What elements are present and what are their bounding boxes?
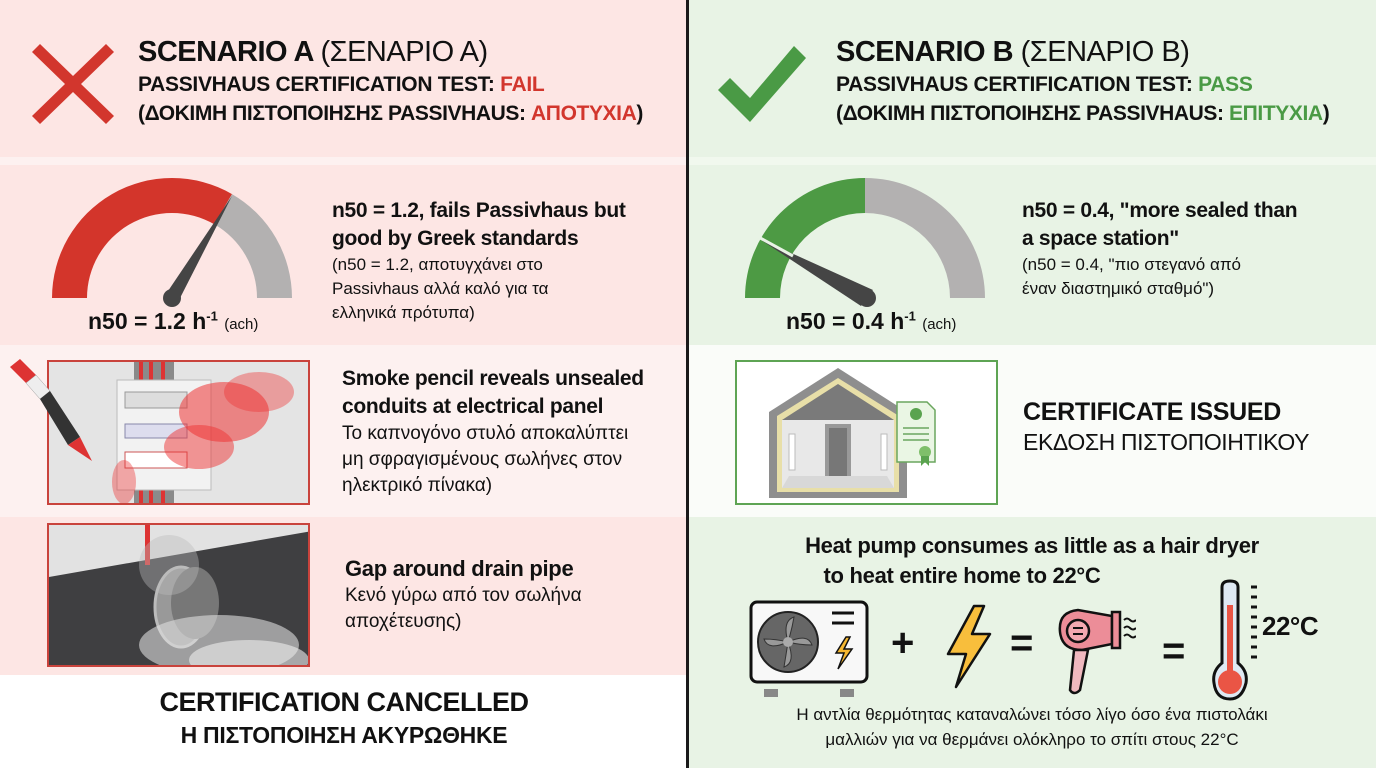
- thermometer-scale-ticks: [1250, 583, 1260, 663]
- equals-sign: =: [1010, 621, 1034, 665]
- smoke-pencil-description: Smoke pencil reveals unsealed conduits at electrical panel Το καπνογόνο στυλό αποκαλύπτει μη σφραγισμένους σωλήνες στον ηλεκτρικό πίνακα): [342, 367, 644, 496]
- heat-pump-equation: [748, 599, 1348, 719]
- scenario-b-title: SCENARIO B (ΣΕΝΑΡΙΟ Β): [836, 36, 1190, 68]
- gauge-description: n50 = 0.4, "more sealed than a space station" (n50 = 0.4, "πιο στεγανό από έναν διαστημικό σταθμό"): [1022, 199, 1298, 298]
- drain-pipe-description: Gap around drain pipe Κενό γύρω από τον σωλήνα αποχέτευσης): [345, 556, 582, 632]
- smoke-pencil-section: [0, 345, 688, 517]
- certified-house-image: [735, 360, 998, 505]
- thermometer-icon: [1210, 579, 1250, 704]
- scenario-a-test-result-greek: (ΔΟΚΙΜΗ ΠΙΣΤΟΠΟΙΗΣΗΣ PASSIVHAUS: ΑΠΟΤΥΧΙΑ): [138, 102, 643, 125]
- drain-pipe-image: [47, 523, 310, 667]
- certificate-section: [688, 345, 1376, 517]
- scenario-b-gauge-section: [688, 165, 1376, 345]
- gauge-value-label: n50 = 0.4 $h^{-1}$ (ach): [786, 308, 957, 334]
- scenario-b-test-result-greek: (ΔΟΚΙΜΗ ΠΙΣΤΟΠΟΙΗΣΗΣ PASSIVHAUS: ΕΠΙΤΥΧΙΑ): [836, 102, 1330, 125]
- heat-pump-title: Heat pump consumes as little as a hair dryer to heat entire home to 22°C: [805, 533, 1259, 588]
- gauge-value-label: n50 = 1.2 $h^{-1}$ (ach): [88, 308, 259, 334]
- scenario-b-test-result: PASSIVHAUS CERTIFICATION TEST: PASS: [836, 73, 1253, 96]
- scenario-a-gauge-section: [0, 165, 688, 345]
- check-mark-icon: [718, 38, 808, 128]
- hair-dryer-icon: [1056, 604, 1136, 699]
- gauge-icon: [733, 170, 1003, 310]
- plus-sign: +: [891, 621, 915, 665]
- scenario-b-header: [688, 0, 1376, 157]
- gauge-icon: [40, 170, 310, 310]
- gauge-description: n50 = 1.2, fails Passivhaus but good by Greek standards (n50 = 1.2, αποτυγχάνει στο Passivhaus αλλά καλό για τα ελληνικά πρότυπα): [332, 199, 626, 322]
- heat-pump-greek-description: Η αντλία θερμότητας καταναλώνει τόσο λίγο όσο ένα πιστολάκι μαλλιών για να θερμάνει ολόκληρο το σπίτι στους 22°C: [796, 705, 1268, 749]
- fail-label: FAIL: [500, 73, 545, 96]
- certification-cancelled-banner: CERTIFICATION CANCELLED Η ΠΙΣΤΟΠΟΙΗΣΗ ΑΚΥΡΩΘΗΚΕ: [159, 687, 529, 748]
- scenario-a-title: SCENARIO A (ΣΕΝΑΡΙΟ Α): [138, 36, 488, 68]
- drain-pipe-section: [0, 517, 688, 675]
- pass-label: PASS: [1198, 73, 1253, 96]
- certificate-issued-label: CERTIFICATE ISSUED ΕΚΔΟΣΗ ΠΙΣΤΟΠΟΙΗΤΙΚΟΥ: [1023, 398, 1310, 455]
- x-mark-icon: [28, 34, 118, 124]
- panel-divider: [686, 0, 689, 768]
- lightning-icon: [944, 604, 994, 689]
- scenario-b-panel: [688, 0, 1376, 768]
- heat-pump-section: [688, 517, 1376, 768]
- temperature-label: 22°C: [1262, 611, 1319, 641]
- scenario-a-header: [0, 0, 688, 157]
- equals-sign: =: [1162, 629, 1186, 673]
- heat-pump-icon: [748, 599, 872, 699]
- scenario-a-test-result: PASSIVHAUS CERTIFICATION TEST: FAIL: [138, 73, 545, 96]
- smoke-pencil-icon: [6, 357, 96, 467]
